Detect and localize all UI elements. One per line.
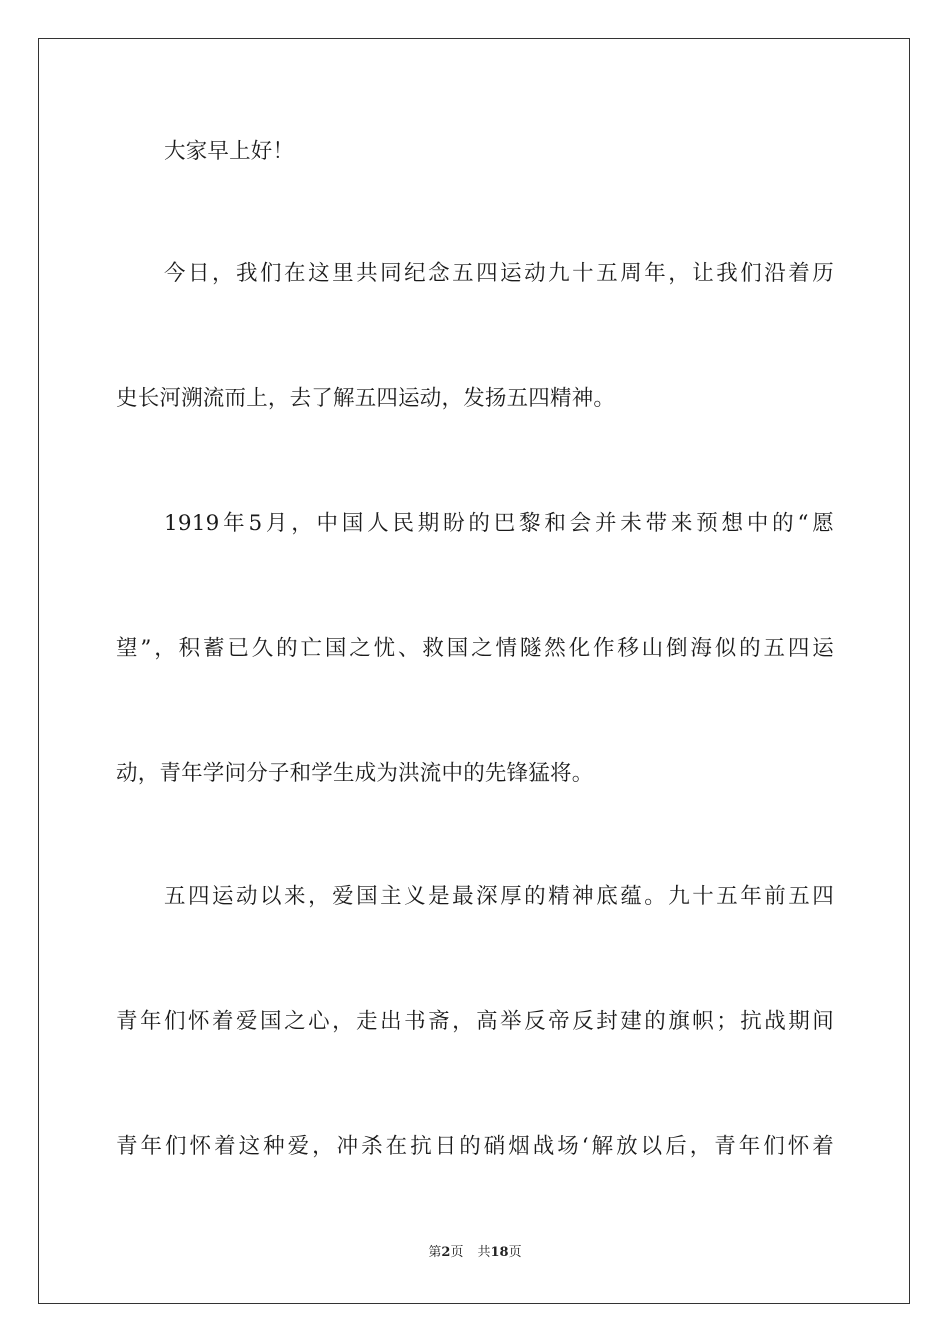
paragraph-line: 动，青年学问分子和学生成为洪流中的先锋猛将。 [116, 761, 594, 786]
footer-page-suffix: 页 [450, 1245, 464, 1260]
current-page-number: 2 [441, 1245, 451, 1260]
paragraph-line: 青年们怀着爱国之心，走出书斋，高举反帝反封建的旗帜；抗战期间 [116, 1009, 834, 1034]
paragraph-line: 史长河溯流而上，去了解五四运动，发扬五四精神。 [116, 386, 616, 411]
paragraph-line: 今日，我们在这里共同纪念五四运动九十五周年，让我们沿着历 [164, 261, 834, 286]
paragraph-line: 青年们怀着这种爱，冲杀在抗日的硝烟战场‘解放以后，青年们怀着 [116, 1134, 834, 1159]
paragraph-line: 1919年5月，中国人民期盼的巴黎和会并未带来预想中的“愿 [164, 511, 834, 536]
page-frame [38, 38, 910, 1304]
paragraph-line: 五四运动以来，爱国主义是最深厚的精神底蕴。九十五年前五四 [164, 884, 834, 909]
paragraph-line: 望”，积蓄已久的亡国之忧、救国之情隧然化作移山倒海似的五四运 [116, 636, 834, 661]
footer-total-suffix: 页 [508, 1245, 522, 1260]
total-pages-number: 18 [490, 1245, 509, 1260]
page-footer [0, 1244, 950, 1262]
footer-prefix: 第 [428, 1245, 442, 1260]
footer-total-prefix: 共 [477, 1245, 491, 1260]
paragraph-line-greeting: 大家早上好！ [164, 139, 295, 164]
